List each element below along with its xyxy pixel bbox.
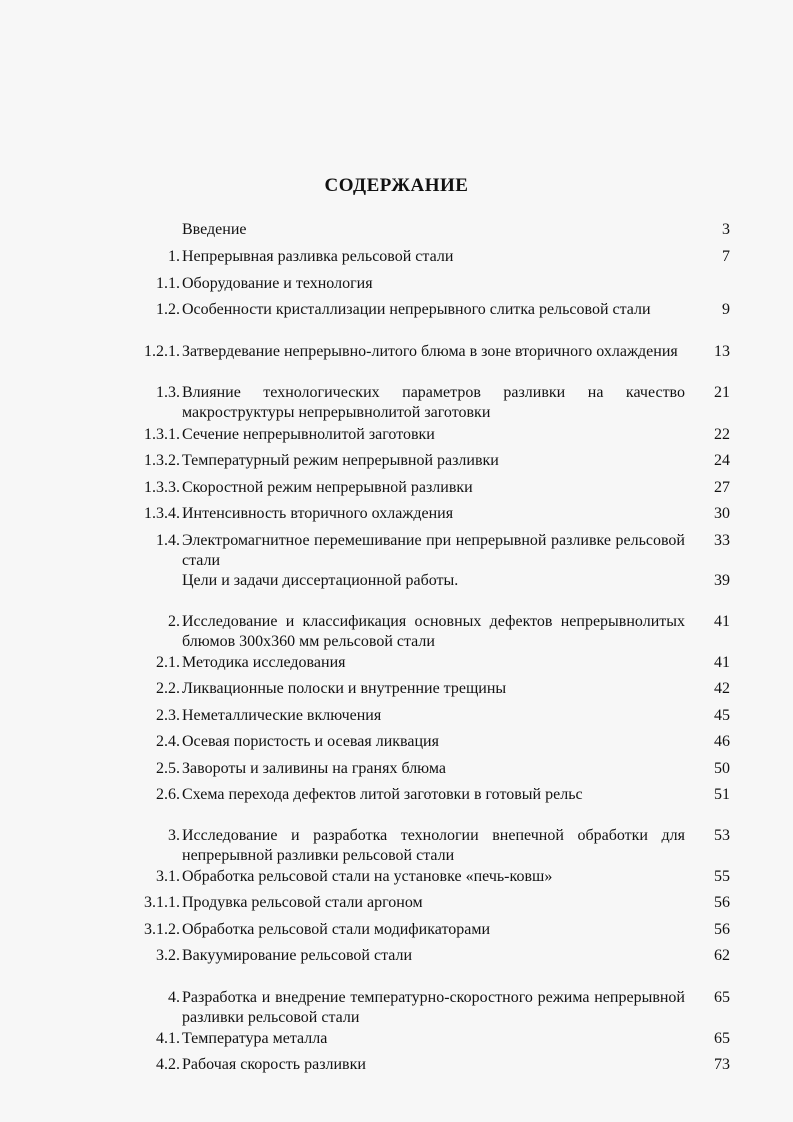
toc-entry-title: Цели и задачи диссертационной работы. <box>182 572 459 589</box>
toc-entry <box>120 342 730 362</box>
toc-entry <box>120 451 730 471</box>
toc-entry <box>120 612 730 652</box>
toc-entry-title: Электромагнитное перемешивание при непрерывной разливке рельсовой стали <box>182 532 685 569</box>
toc-entry-title: Неметаллические включения <box>182 707 382 724</box>
toc-entry-page: 45 <box>714 707 730 724</box>
toc-entry-number: 1.3.3. <box>144 479 180 496</box>
toc-entry-page: 3 <box>722 221 730 238</box>
toc-entry-page: 56 <box>714 894 730 911</box>
toc-entry <box>120 759 730 779</box>
toc-entry <box>120 1055 730 1075</box>
toc-entry-title: Влияние технологических параметров разливки на качество макроструктуры непрерывнолитой заготовки <box>182 384 685 421</box>
toc-entry-page: 62 <box>714 947 730 964</box>
toc-entry <box>120 531 730 571</box>
toc-entry-number: 2.1. <box>156 654 180 671</box>
toc-entry-number: 3. <box>168 827 180 844</box>
toc-entry <box>120 893 730 913</box>
toc-entry-page: 33 <box>714 532 730 549</box>
toc-entry <box>120 826 730 866</box>
toc-entry-number: 4.2. <box>156 1056 180 1073</box>
toc-entry-page: 30 <box>714 505 730 522</box>
toc-entry-page: 13 <box>714 343 730 360</box>
toc-entry-page: 41 <box>714 654 730 671</box>
toc-entry <box>120 425 730 445</box>
toc-entry-title: Непрерывная разливка рельсовой стали <box>182 248 454 265</box>
toc-entry-number: 4. <box>168 989 180 1006</box>
toc-entry-page: 7 <box>722 248 730 265</box>
toc-entry-title: Ликвационные полоски и внутренние трещины <box>182 680 507 697</box>
toc-entry-number: 2.5. <box>156 760 180 777</box>
toc-entry-title: Затвердевание непрерывно-литого блюма в зоне вторичного охлаждения <box>182 343 678 360</box>
toc-entry-number <box>120 220 180 240</box>
toc-entry-title: Сечение непрерывнолитой заготовки <box>182 426 435 443</box>
toc-entry <box>120 946 730 966</box>
toc-entry-number: 2.3. <box>156 707 180 724</box>
toc-entry-page: 39 <box>714 572 730 589</box>
toc-entry-title: Разработка и внедрение температурно-скоростного режима непрерывной разливки рельсовой стали <box>182 989 685 1026</box>
toc-entry-title: Исследование и классификация основных дефектов непрерывнолитых блюмов 300х360 мм рельсовой стали <box>182 613 685 650</box>
toc-entry <box>120 1029 730 1049</box>
toc-entry-page: 42 <box>714 680 730 697</box>
toc-entry-page: 65 <box>714 989 730 1006</box>
toc-entry <box>120 220 730 240</box>
toc-entry <box>120 988 730 1028</box>
toc-entry-title: Продувка рельсовой стали аргоном <box>182 894 423 911</box>
toc-entry <box>120 867 730 887</box>
toc-entry-number: 1.3.1. <box>144 426 180 443</box>
toc-entry-title: Завороты и заливины на гранях блюма <box>182 760 447 777</box>
toc-entry-title: Исследование и разработка технологии внепечной обработки для непрерывной разливки рельсовой стали <box>182 827 685 864</box>
toc-entry-page: 21 <box>714 384 730 401</box>
toc-entry-page: 41 <box>714 613 730 630</box>
toc-entry <box>120 920 730 940</box>
toc-entry <box>120 274 730 294</box>
toc-entry-title: Схема перехода дефектов литой заготовки в готовый рельс <box>182 786 583 803</box>
toc-entry-number: 1.3.2. <box>144 452 180 469</box>
toc-entry-title: Введение <box>182 221 247 238</box>
toc-entry-title: Методика исследования <box>182 654 346 671</box>
toc-entry-title: Оборудование и технология <box>182 275 373 292</box>
toc-entry-number: 4.1. <box>156 1030 180 1047</box>
toc-entry-page: 46 <box>714 733 730 750</box>
toc-entry-title: Особенности кристаллизации непрерывного слитка рельсовой стали <box>182 301 651 318</box>
toc-entry-page: 73 <box>714 1056 730 1073</box>
toc-entry <box>120 478 730 498</box>
toc-entry <box>120 504 730 524</box>
toc-entry-page: 24 <box>714 452 730 469</box>
toc-entry-title: Скоростной режим непрерывной разливки <box>182 479 473 496</box>
toc-entry-page: 51 <box>714 786 730 803</box>
toc-entry-number: 1. <box>168 248 180 265</box>
toc-entry <box>120 706 730 726</box>
toc-entry-number: 3.2. <box>156 947 180 964</box>
toc-entry-number: 1.3. <box>156 384 180 401</box>
toc-entry-page: 22 <box>714 426 730 443</box>
toc-entry-number: 3.1. <box>156 868 180 885</box>
toc-entry-number: 2.2. <box>156 680 180 697</box>
toc-entry-number: 1.1. <box>156 275 180 292</box>
toc-entry-title: Осевая пористость и осевая ликвация <box>182 733 439 750</box>
toc-entry <box>120 383 730 423</box>
toc-entry <box>120 732 730 752</box>
toc-entry <box>120 571 730 591</box>
toc-entry-title: Обработка рельсовой стали модификаторами <box>182 921 491 938</box>
toc-entry-number: 3.1.1. <box>144 894 180 911</box>
toc-entry-title: Обработка рельсовой стали на установке «печь-ковш» <box>182 868 553 885</box>
toc-entry-title: Вакуумирование рельсовой стали <box>182 947 413 964</box>
toc-entry-number: 2. <box>168 613 180 630</box>
toc-entry-number <box>120 571 180 591</box>
toc-entry-number: 1.4. <box>156 532 180 549</box>
toc-entry-page: 50 <box>714 760 730 777</box>
toc-entry-number: 1.2. <box>156 301 180 318</box>
toc-entry <box>120 679 730 699</box>
toc-entry-title: Температурный режим непрерывной разливки <box>182 452 499 469</box>
toc-entry <box>120 247 730 267</box>
toc-entry-title: Температура металла <box>182 1030 328 1047</box>
toc-entry-number: 2.6. <box>156 786 180 803</box>
toc-entry-page: 65 <box>714 1030 730 1047</box>
toc-entry-page: 9 <box>722 301 730 318</box>
toc-entry-page: 55 <box>714 868 730 885</box>
toc-entry-number: 1.2.1. <box>144 343 180 360</box>
toc-entry-page: 56 <box>714 921 730 938</box>
toc-entry-page: 27 <box>714 479 730 496</box>
toc-entry-page: 53 <box>714 827 730 844</box>
toc-entry-number: 1.3.4. <box>144 505 180 522</box>
toc-entry-title: Рабочая скорость разливки <box>182 1056 366 1073</box>
page-title: СОДЕРЖАНИЕ <box>324 175 469 196</box>
toc-entry <box>120 653 730 673</box>
toc-entry-page <box>685 274 730 294</box>
toc-entry <box>120 785 730 805</box>
toc-entry-number: 3.1.2. <box>144 921 180 938</box>
toc-entry-title: Интенсивность вторичного охлаждения <box>182 505 454 522</box>
toc-entry <box>120 300 730 320</box>
toc-entry-number: 2.4. <box>156 733 180 750</box>
